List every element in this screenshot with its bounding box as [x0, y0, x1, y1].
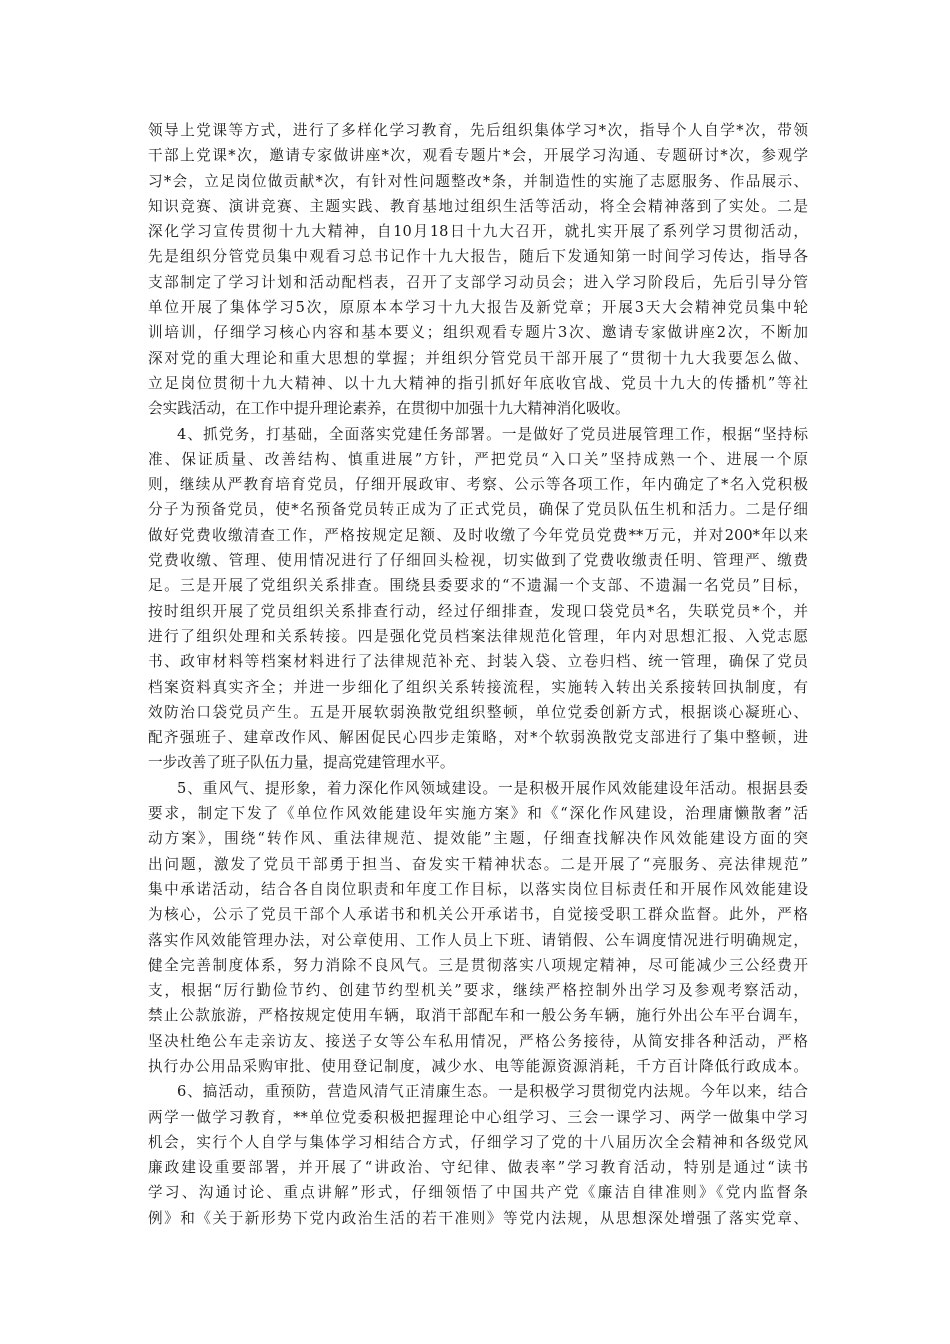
text-line: 干部上党课*次，邀请专家做讲座*次，观看专题片*会，开展学习沟通、专题研讨*次，参观学: [148, 147, 808, 165]
text-line: 一步改善了班子队伍力量，提高党建管理水平。: [148, 754, 455, 772]
document-body: [148, 118, 808, 1231]
text-line: 则，继续从严教育培育党员，仔细开展政审、考察、公示等各项工作，年内确定了*名入党积极: [148, 476, 808, 494]
text-line: 深对党的重大理论和重大思想的掌握；并组织分管党员干部开展了“贯彻十九大我要怎么做、: [148, 349, 808, 367]
text-line: 坚决杜绝公车走亲访友、接送子女等公车私用情况，严格公务接待，从简安排各种活动，严格: [148, 1032, 808, 1050]
text-line: 档案资料真实齐全；并进一步细化了组织关系转接流程，实施转入转出关系接转回执制度，有: [148, 678, 808, 696]
paragraph-party-affairs: [148, 422, 808, 776]
text-line: 支，根据“厉行勤俭节约、创建节约型机关”要求，继续严格控制外出学习及参观考察活动，: [148, 982, 808, 1000]
text-line: 书、政审材料等档案材料进行了法律规范补充、封装入袋、立卷归档、统一管理，确保了党员: [148, 653, 808, 671]
text-line: 廉政建设重要部署，并开展了“讲政治、守纪律、做表率”学习教育活动，特别是通过“读书: [148, 1159, 808, 1177]
text-line: 执行办公用品采购审批、使用登记制度，减少水、电等能源资源消耗，千方百计降低行政成本。: [148, 1057, 808, 1075]
text-line: 分子为预备党员，使*名预备党员转正成为了正式党员，确保了党员队伍生机和活力。二是仔细: [148, 501, 808, 519]
text-line: 机会，实行个人自学与集体学习相结合方式，仔细学习了党的十八届历次全会精神和各级党风: [148, 1133, 808, 1151]
text-line: 落实作风效能管理办法，对公章使用、工作人员上下班、请销假、公车调度情况进行明确规定，: [148, 931, 808, 949]
text-line: 进行了组织处理和关系转接。四是强化党员档案法律规范化管理，年内对思想汇报、入党志愿: [148, 627, 808, 645]
text-line: 知识竞赛、演讲竞赛、主题实践、教育基地过组织生活等活动，将全会精神落到了实处。二是: [148, 197, 808, 215]
text-line: 深化学习宣传贯彻十九大精神，自10月18日十九大召开，就扎实开展了系列学习贯彻活动，: [148, 223, 808, 241]
text-line: 出问题，激发了党员干部勇于担当、奋发实干精神状态。二是开展了“亮服务、亮法律规范”: [148, 855, 808, 873]
text-line: 学习、沟通讨论、重点讲解”形式，仔细领悟了中国共产党《廉洁自律准则》《党内监督条: [148, 1184, 808, 1202]
text-line: 效防治口袋党员产生。五是开展软弱涣散党组织整顿，单位党委创新方式，根据谈心凝班心、: [148, 703, 808, 721]
text-line: 会实践活动，在工作中提升理论素养，在贯彻中加强十九大精神消化吸收。: [148, 400, 630, 418]
text-line: 按时组织开展了党员组织关系排查行动，经过仔细排查，发现口袋党员*名，失联党员*个，并: [148, 602, 808, 620]
text-line: 禁止公款旅游，严格按规定使用车辆，取消干部配车和一般公务车辆，施行外出公车平台调车，: [148, 1007, 808, 1025]
text-line: 动方案》，围绕“转作风、重法律规范、提效能”主题，仔细查找解决作风效能建设方面的突: [148, 830, 808, 848]
text-line: 领导上党课等方式，进行了多样化学习教育，先后组织集体学习*次，指导个人自学*次，带领: [148, 122, 808, 139]
text-line: 要求，制定下发了《单位作风效能建设年实施方案》和《“深化作风建设，治理庸懒散奢”活: [148, 805, 808, 823]
text-line: 支部制定了学习计划和活动配档表，召开了支部学习动员会；进入学习阶段后，先后引导分管: [148, 273, 808, 291]
paragraph-anti-corruption: [148, 1079, 808, 1231]
text-line: 两学一做学习教育，**单位党委积极把握理论中心组学习、三会一课学习、两学一做集中学习: [148, 1108, 808, 1126]
text-line: 健全完善制度体系，努力消除不良风气。三是贯彻落实八项规定精神，尽可能减少三公经费开: [148, 956, 808, 974]
paragraph-heading-line: 5、重风气、提形象，着力深化作风领域建设。一是积极开展作风效能建设年活动。根据县委: [177, 779, 808, 797]
text-line: 为核心，公示了党员干部个人承诺书和机关公开承诺书，自觉接受职工群众监督。此外，严格: [148, 906, 808, 924]
text-line: 准、保证质量、改善结构、慎重进展”方针，严把党员“入口关”坚持成熟一个、进展一个原: [148, 450, 808, 468]
text-line: 单位开展了集体学习5次，原原本本学习十九大报告及新党章；开展3天大会精神党员集中轮: [148, 299, 808, 317]
text-line: 训培训，仔细学习核心内容和基本要义；组织观看专题片3次、邀请专家做讲座2次，不断加: [148, 324, 808, 342]
text-line: 集中承诺活动，结合各自岗位职责和年度工作目标，以落实岗位目标责任和开展作风效能建设: [148, 880, 808, 898]
text-line: 例》和《关于新形势下党内政治生活的若干准则》等党内法规，从思想深处增强了落实党章、: [148, 1209, 808, 1227]
paragraph-study-education: [148, 118, 808, 422]
text-line: 配齐强班子、建章改作风、解困促民心四步走策略，对*个软弱涣散党支部进行了集中整顿，进: [148, 729, 808, 747]
text-line: 立足岗位贯彻十九大精神、以十九大精神的指引抓好年底收官战、党员十九大的传播机”等社: [148, 374, 808, 392]
text-line: 先是组织分管党员集中观看习总书记作十九大报告，随后下发通知第一时间学习传达，指导各: [148, 248, 808, 266]
paragraph-work-style: [148, 776, 808, 1080]
text-line: 足。三是开展了党组织关系排查。围绕县委要求的“不遗漏一个支部、不遗漏一名党员”目标，: [148, 577, 808, 595]
text-line: 党费收缴、管理、使用情况进行了仔细回头检视，切实做到了党费收缴责任明、管理严、缴费: [148, 552, 808, 570]
paragraph-heading-line: 6、搞活动，重预防，营造风清气正清廉生态。一是积极学习贯彻党内法规。今年以来，结合: [177, 1083, 808, 1101]
text-line: 习*会，立足岗位做贡献*次，有针对性问题整改*条，并制造性的实施了志愿服务、作品展示、: [148, 172, 808, 190]
text-line: 做好党费收缴清查工作，严格按规定足额、及时收缴了今年党员党费**万元，并对200*年以来: [148, 526, 808, 544]
paragraph-heading-line: 4、抓党务，打基础，全面落实党建任务部署。一是做好了党员进展管理工作，根据“坚持标: [177, 425, 808, 443]
